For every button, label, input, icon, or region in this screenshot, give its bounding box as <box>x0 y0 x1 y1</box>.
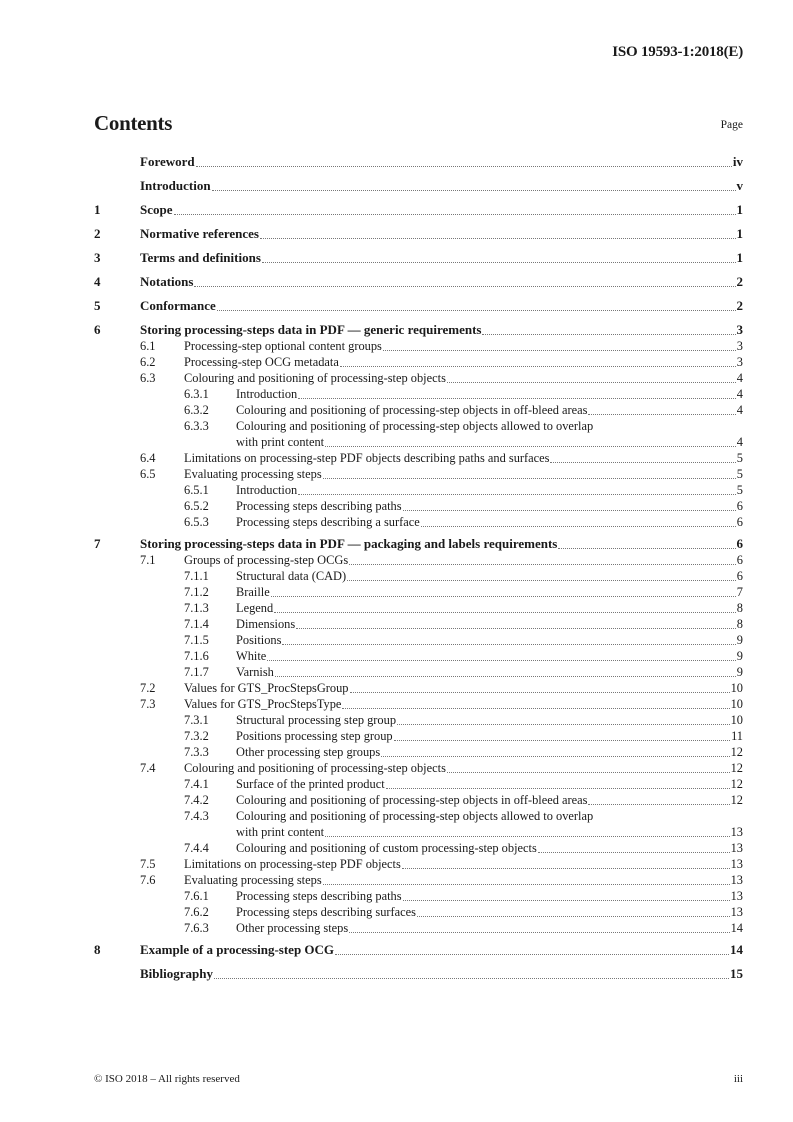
toc-entry-page[interactable]: iv <box>732 154 743 169</box>
dot-leader <box>325 835 730 837</box>
dot-leader <box>482 333 735 335</box>
toc-entry-title[interactable]: Storing processing-steps data in PDF — packaging and labels requirements <box>140 536 558 551</box>
dot-leader <box>296 627 736 629</box>
toc-entry-page[interactable]: 10 <box>730 681 743 695</box>
toc-entry-page[interactable]: 3 <box>736 322 743 337</box>
toc-entry-number: 7.1.7 <box>184 665 209 679</box>
toc-entry[interactable] <box>94 942 743 958</box>
toc-entry-title[interactable]: Terms and definitions <box>140 250 261 265</box>
toc-entry[interactable] <box>94 792 743 808</box>
toc-entry-title[interactable]: Surface of the printed product <box>236 777 385 791</box>
toc-entry-page[interactable]: 13 <box>730 889 743 903</box>
toc-entry-title[interactable]: Colouring and positioning of processing-step objects in off-bleed areas <box>236 403 588 417</box>
dot-leader <box>217 309 736 311</box>
toc-entry-number: 8 <box>94 942 101 957</box>
dot-leader <box>417 915 730 917</box>
toc-entry-continuation[interactable] <box>94 824 743 840</box>
toc-entry[interactable] <box>94 840 743 856</box>
toc-entry[interactable] <box>94 552 743 568</box>
toc-entry-number: 6.5.2 <box>184 499 209 513</box>
toc-entry-title[interactable]: Normative references <box>140 226 259 241</box>
dot-leader <box>588 803 729 805</box>
toc-entry[interactable] <box>94 498 743 514</box>
toc-entry-number: 6.3.1 <box>184 387 209 401</box>
toc-entry-title[interactable]: Varnish <box>236 665 274 679</box>
toc-entry-number: 6.1 <box>140 339 156 353</box>
toc-entry-title[interactable]: Limitations on processing-step PDF objects describing paths and surfaces <box>184 451 550 465</box>
dot-leader <box>349 563 736 565</box>
dot-leader <box>349 931 729 933</box>
toc-entry-page[interactable]: 5 <box>736 467 743 481</box>
toc-entry-page[interactable]: 12 <box>730 793 743 807</box>
toc-entry-title[interactable]: Foreword <box>140 154 195 169</box>
toc-entry-title[interactable]: Storing processing-steps data in PDF — generic requirements <box>140 322 482 337</box>
toc-entry-page[interactable]: 4 <box>736 435 743 449</box>
dot-leader <box>194 285 735 287</box>
toc-entry-title[interactable]: Colouring and positioning of processing-step objects allowed to overlap <box>236 419 594 433</box>
dot-leader <box>447 771 730 773</box>
dot-leader <box>538 851 730 853</box>
toc-entry-title[interactable]: Notations <box>140 274 194 289</box>
toc-entry-page[interactable]: 14 <box>730 921 743 935</box>
toc-entry[interactable] <box>94 584 743 600</box>
toc-entry-title[interactable]: Colouring and positioning of processing-step objects <box>184 761 446 775</box>
copyright-notice: © ISO 2018 – All rights reserved <box>94 1073 240 1085</box>
table-of-contents <box>94 154 743 982</box>
toc-entry-title[interactable]: Processing steps describing paths <box>236 499 402 513</box>
toc-entry-number: 1 <box>94 202 101 217</box>
toc-entry[interactable] <box>94 712 743 728</box>
toc-entry-title[interactable]: Colouring and positioning of processing-step objects <box>184 371 446 385</box>
toc-entry-title[interactable]: Introduction <box>236 483 298 497</box>
toc-entry-title[interactable]: Processing steps describing paths <box>236 889 402 903</box>
toc-entry-page[interactable]: 2 <box>736 298 743 313</box>
toc-entry[interactable] <box>94 322 743 338</box>
toc-entry[interactable] <box>94 418 743 434</box>
dot-leader <box>323 883 730 885</box>
toc-entry[interactable] <box>94 450 743 466</box>
toc-entry-title[interactable]: Other processing step groups <box>236 745 381 759</box>
toc-entry-title[interactable]: White <box>236 649 267 663</box>
toc-entry[interactable] <box>94 872 743 888</box>
toc-entry[interactable] <box>94 696 743 712</box>
toc-entry-page[interactable]: 13 <box>730 873 743 887</box>
toc-entry-page[interactable]: 9 <box>736 649 743 663</box>
toc-entry-number: 7.3.2 <box>184 729 209 743</box>
toc-entry[interactable] <box>94 664 743 680</box>
toc-entry-number: 7.4 <box>140 761 156 775</box>
toc-entry-title[interactable]: Values for GTS_ProcStepsGroup <box>184 681 349 695</box>
toc-entry-number: 6.5 <box>140 467 156 481</box>
toc-entry[interactable] <box>94 568 743 584</box>
toc-entry[interactable] <box>94 728 743 744</box>
dot-leader <box>275 675 736 677</box>
toc-entry-page[interactable]: 10 <box>730 697 743 711</box>
toc-entry-title[interactable]: Processing steps describing a surface <box>236 515 420 529</box>
toc-entry-number: 7.1.4 <box>184 617 209 631</box>
toc-entry-number: 5 <box>94 298 101 313</box>
toc-entry-page[interactable]: 6 <box>736 536 743 551</box>
toc-entry[interactable] <box>94 178 743 194</box>
toc-entry-page[interactable]: 10 <box>730 713 743 727</box>
toc-entry-number: 7.5 <box>140 857 156 871</box>
toc-entry[interactable] <box>94 466 743 482</box>
toc-entry-number: 7.1 <box>140 553 156 567</box>
toc-entry-number: 7.3 <box>140 697 156 711</box>
toc-entry-number: 3 <box>94 250 101 265</box>
dot-leader <box>421 525 736 527</box>
toc-entry[interactable] <box>94 808 743 824</box>
toc-entry-number: 6.3 <box>140 371 156 385</box>
toc-entry-title[interactable]: Processing steps describing surfaces <box>236 905 416 919</box>
toc-entry-number: 6.3.3 <box>184 419 209 433</box>
dot-leader <box>588 413 735 415</box>
dot-leader <box>447 381 736 383</box>
toc-entry-title[interactable]: Processing-step OCG metadata <box>184 355 339 369</box>
dot-leader <box>174 213 736 215</box>
toc-entry-page[interactable]: 7 <box>736 585 743 599</box>
toc-entry[interactable] <box>94 226 743 242</box>
toc-entry[interactable] <box>94 154 743 170</box>
toc-entry-number: 6.4 <box>140 451 156 465</box>
toc-entry-title[interactable]: Evaluating processing steps <box>184 873 322 887</box>
toc-entry-title[interactable]: Limitations on processing-step PDF objects <box>184 857 401 871</box>
toc-entry[interactable] <box>94 386 743 402</box>
toc-entry-page[interactable]: 9 <box>736 665 743 679</box>
toc-entry-number: 7.1.2 <box>184 585 209 599</box>
toc-entry-title[interactable]: Structural processing step group <box>236 713 397 727</box>
dot-leader <box>325 445 736 447</box>
toc-entry-number: 6.3.2 <box>184 403 209 417</box>
toc-entry-number: 7.4.3 <box>184 809 209 823</box>
toc-entry-number: 7.1.3 <box>184 601 209 615</box>
toc-entry-page[interactable]: 3 <box>736 355 743 369</box>
toc-entry-title[interactable]: Values for GTS_ProcStepsType <box>184 697 342 711</box>
toc-entry-title-continued[interactable]: with print content <box>236 825 325 839</box>
toc-entry-page[interactable]: 13 <box>730 825 743 839</box>
toc-entry-number: 7.4.4 <box>184 841 209 855</box>
toc-entry[interactable] <box>94 370 743 386</box>
toc-entry[interactable] <box>94 402 743 418</box>
toc-entry-title[interactable]: Braille <box>236 585 270 599</box>
toc-entry-continuation[interactable] <box>94 434 743 450</box>
dot-leader <box>323 477 736 479</box>
toc-entry-page[interactable]: 5 <box>736 483 743 497</box>
toc-entry-page[interactable]: 1 <box>736 226 743 241</box>
toc-entry-title[interactable]: Colouring and positioning of processing-step objects in off-bleed areas <box>236 793 588 807</box>
toc-entry[interactable] <box>94 338 743 354</box>
toc-entry-title[interactable]: Example of a processing-step OCG <box>140 942 335 957</box>
dot-leader <box>267 659 736 661</box>
toc-entry-number: 7.4.1 <box>184 777 209 791</box>
dot-leader <box>340 365 736 367</box>
toc-entry[interactable] <box>94 298 743 314</box>
toc-entry[interactable] <box>94 776 743 792</box>
toc-entry-title[interactable]: Colouring and positioning of processing-step objects allowed to overlap <box>236 809 594 823</box>
toc-entry-title[interactable]: Introduction <box>236 387 298 401</box>
toc-entry-number: 7.2 <box>140 681 156 695</box>
toc-entry-title[interactable]: Structural data (CAD) <box>236 569 347 583</box>
dot-leader <box>550 461 735 463</box>
dot-leader <box>347 579 736 581</box>
toc-entry-number: 6.2 <box>140 355 156 369</box>
toc-entry-page[interactable]: 9 <box>736 633 743 647</box>
page-number: iii <box>733 1073 743 1085</box>
toc-entry-number: 6.5.3 <box>184 515 209 529</box>
toc-entry-title[interactable]: Introduction <box>140 178 211 193</box>
toc-entry-page[interactable]: 6 <box>736 515 743 529</box>
toc-entry-page[interactable]: 13 <box>730 841 743 855</box>
toc-entry-page[interactable]: 15 <box>730 966 743 981</box>
toc-entry[interactable] <box>94 648 743 664</box>
toc-entry[interactable] <box>94 856 743 872</box>
toc-entry-number: 7.1.1 <box>184 569 209 583</box>
dot-leader <box>350 691 730 693</box>
dot-leader <box>386 787 730 789</box>
toc-entry-page[interactable]: v <box>736 178 743 193</box>
toc-entry-page[interactable]: 8 <box>736 601 743 615</box>
toc-entry-number: 7.6.1 <box>184 889 209 903</box>
toc-entry-page[interactable]: 6 <box>736 569 743 583</box>
toc-entry-number: 6.5.1 <box>184 483 209 497</box>
toc-entry[interactable] <box>94 274 743 290</box>
toc-entry-title[interactable]: Scope <box>140 202 173 217</box>
toc-entry-page[interactable]: 13 <box>730 857 743 871</box>
toc-entry-number: 4 <box>94 274 101 289</box>
dot-leader <box>381 755 729 757</box>
toc-entry[interactable] <box>94 632 743 648</box>
dot-leader <box>383 349 736 351</box>
toc-entry-number: 7.1.6 <box>184 649 209 663</box>
toc-entry-title[interactable]: Evaluating processing steps <box>184 467 322 481</box>
toc-entry-page[interactable]: 1 <box>736 250 743 265</box>
toc-entry[interactable] <box>94 888 743 904</box>
dot-leader <box>335 953 729 955</box>
toc-entry-number: 7.6.2 <box>184 905 209 919</box>
dot-leader <box>298 397 736 399</box>
toc-entry-title-continued[interactable]: with print content <box>236 435 325 449</box>
toc-entry-number: 7.6.3 <box>184 921 209 935</box>
toc-entry-title[interactable]: Conformance <box>140 298 216 313</box>
toc-entry-page[interactable]: 13 <box>730 905 743 919</box>
toc-entry-title[interactable]: Processing-step optional content groups <box>184 339 382 353</box>
toc-entry-page[interactable]: 6 <box>736 499 743 513</box>
toc-entry[interactable] <box>94 482 743 498</box>
toc-entry-page[interactable]: 14 <box>730 942 743 957</box>
toc-entry-page[interactable]: 3 <box>736 339 743 353</box>
toc-entry-title[interactable]: Colouring and positioning of custom processing-step objects <box>236 841 537 855</box>
toc-entry-title[interactable]: Dimensions <box>236 617 296 631</box>
dot-leader <box>260 237 736 239</box>
dot-leader <box>298 493 736 495</box>
toc-entry-title[interactable]: Bibliography <box>140 966 213 981</box>
toc-entry-page[interactable]: 2 <box>736 274 743 289</box>
toc-entry[interactable] <box>94 536 743 552</box>
dot-leader <box>403 509 736 511</box>
toc-entry-number: 7 <box>94 536 101 551</box>
toc-entry-title[interactable]: Legend <box>236 601 274 615</box>
toc-entry-title[interactable]: Other processing steps <box>236 921 349 935</box>
toc-entry-number: 7.4.2 <box>184 793 209 807</box>
toc-entry-page[interactable]: 12 <box>730 761 743 775</box>
dot-leader <box>402 867 730 869</box>
toc-entry-page[interactable]: 12 <box>730 745 743 759</box>
page-column-label: Page <box>720 119 743 131</box>
dot-leader <box>397 723 730 725</box>
toc-entry-title[interactable]: Groups of processing-step OCGs <box>184 553 349 567</box>
toc-entry[interactable] <box>94 680 743 696</box>
toc-entry[interactable] <box>94 744 743 760</box>
toc-entry-page[interactable]: 11 <box>731 729 743 743</box>
dot-leader <box>403 899 730 901</box>
toc-entry-page[interactable]: 12 <box>730 777 743 791</box>
dot-leader <box>342 707 729 709</box>
toc-entry-title[interactable]: Positions <box>236 633 282 647</box>
toc-entry-page[interactable]: 1 <box>736 202 743 217</box>
dot-leader <box>274 611 736 613</box>
dot-leader <box>558 547 735 549</box>
toc-entry[interactable] <box>94 760 743 776</box>
dot-leader <box>262 261 736 263</box>
toc-entry-number: 6 <box>94 322 101 337</box>
toc-entry-page[interactable]: 5 <box>736 451 743 465</box>
dot-leader <box>394 739 730 741</box>
toc-entry-page[interactable]: 4 <box>736 387 743 401</box>
dot-leader <box>282 643 735 645</box>
toc-entry-page[interactable]: 4 <box>736 403 743 417</box>
toc-entry[interactable] <box>94 600 743 616</box>
toc-entry[interactable] <box>94 966 743 982</box>
dot-leader <box>212 189 736 191</box>
page-title: Contents <box>94 111 173 135</box>
toc-entry-page[interactable]: 8 <box>736 617 743 631</box>
toc-entry[interactable] <box>94 250 743 266</box>
dot-leader <box>271 595 736 597</box>
toc-entry[interactable] <box>94 514 743 530</box>
toc-entry[interactable] <box>94 904 743 920</box>
toc-entry-number: 2 <box>94 226 101 241</box>
toc-entry[interactable] <box>94 354 743 370</box>
toc-entry-number: 7.6 <box>140 873 156 887</box>
document-id: ISO 19593-1:2018(E) <box>612 44 743 60</box>
toc-entry-number: 7.3.3 <box>184 745 209 759</box>
toc-entry[interactable] <box>94 616 743 632</box>
toc-entry[interactable] <box>94 920 743 936</box>
dot-leader <box>196 165 732 167</box>
toc-entry[interactable] <box>94 202 743 218</box>
toc-entry-number: 7.3.1 <box>184 713 209 727</box>
toc-entry-page[interactable]: 6 <box>736 553 743 567</box>
toc-entry-number: 7.1.5 <box>184 633 209 647</box>
toc-entry-title[interactable]: Positions processing step group <box>236 729 393 743</box>
dot-leader <box>214 977 729 979</box>
toc-entry-page[interactable]: 4 <box>736 371 743 385</box>
